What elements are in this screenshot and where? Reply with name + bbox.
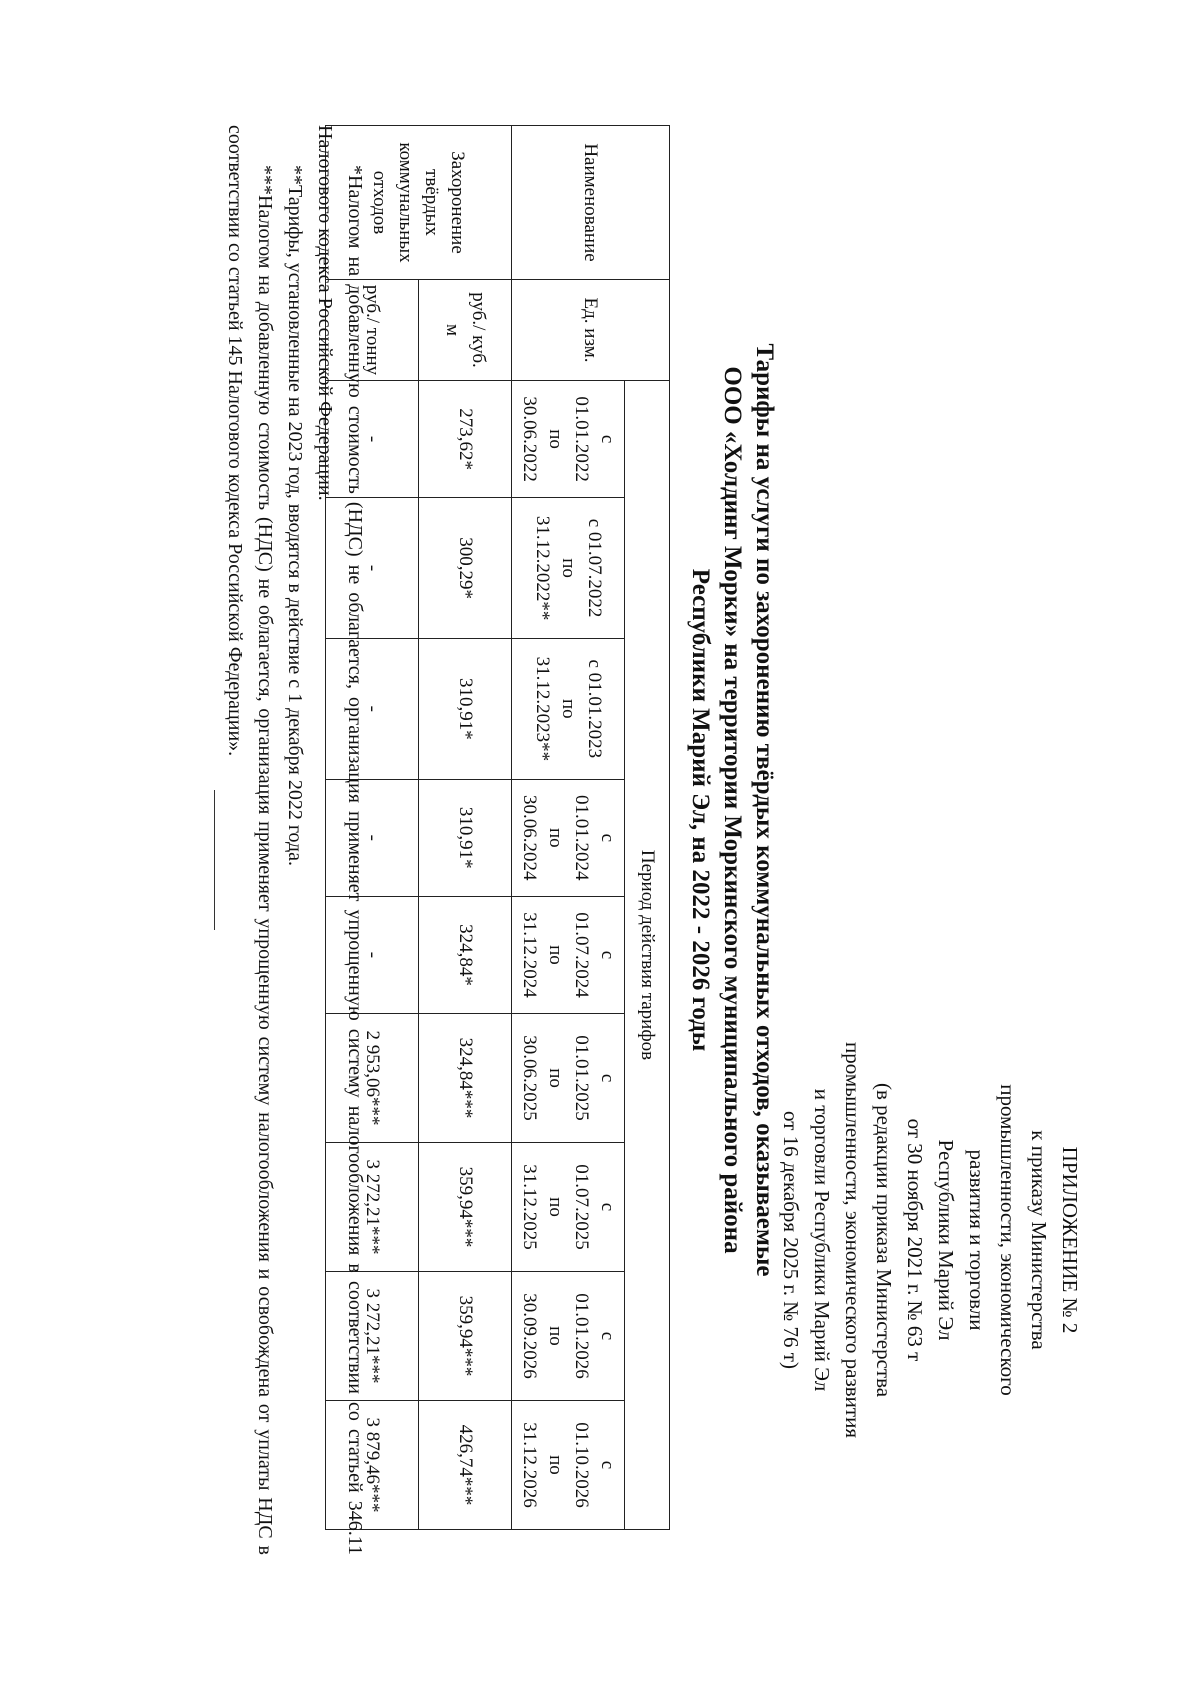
tariff-value-cell: 273,62* [419, 381, 512, 498]
service-name-cell: Захоронение твёрдых коммунальных отходов [326, 126, 512, 280]
tariff-value-cell: 324,84*** [419, 1014, 512, 1143]
period-line: с [597, 1202, 618, 1212]
tariff-value-cell: 324,84* [419, 896, 512, 1013]
appendix-line: и торговли Республики Марий Эл [810, 1088, 834, 1392]
header-name: Наименование [512, 126, 670, 280]
table-row [419, 126, 512, 1530]
period-line: с 01.07.2022 [584, 518, 605, 618]
period-line: 31.12.2024 [519, 912, 540, 998]
period-header-cell [512, 896, 625, 1013]
tariff-value-cell: - [326, 638, 419, 779]
appendix-line: к приказу Министерства [1027, 1130, 1051, 1350]
tariff-value-cell: - [326, 896, 419, 1013]
period-line: с [597, 833, 618, 842]
tariff-value-cell: 3 272,21*** [326, 1143, 419, 1272]
appendix-line: Республики Марий Эл [934, 1139, 958, 1341]
tariff-value-cell: - [326, 498, 419, 639]
period-header-cell [512, 1272, 625, 1401]
header-unit: Ед. изм. [512, 280, 670, 381]
period-header-cell [512, 1400, 625, 1529]
tariff-value-cell: 359,94*** [419, 1272, 512, 1401]
tariff-value-cell: 3 879,46*** [326, 1400, 419, 1529]
period-line: 01.07.2025 [571, 1164, 592, 1250]
tariff-value-cell: 426,74*** [419, 1400, 512, 1529]
period-line: 30.06.2022 [519, 396, 540, 482]
period-line: с [597, 434, 618, 444]
period-line: с [597, 1073, 618, 1083]
period-line: по [545, 1326, 566, 1346]
appendix-line: (в редакции приказа Министерства [872, 1082, 896, 1398]
period-line: с 01.01.2023 [584, 659, 605, 759]
tariff-value-cell: 300,29* [419, 498, 512, 639]
tariff-value-cell: 310,91* [419, 638, 512, 779]
period-line: 30.06.2025 [519, 1035, 540, 1121]
closing-rule [214, 790, 215, 930]
period-line: по [545, 429, 566, 449]
document-title [684, 150, 780, 1470]
period-header-cell [512, 1014, 625, 1143]
period-line: 01.07.2024 [571, 912, 592, 998]
period-header-cell [512, 1143, 625, 1272]
unit-cell: руб./ куб. м [419, 280, 512, 381]
tariff-value-cell: 2 953,06*** [326, 1014, 419, 1143]
tariff-value-cell: 310,91* [419, 779, 512, 896]
tariff-value-cell: - [326, 381, 419, 498]
unit-cell: руб./ тонну [326, 280, 419, 381]
period-line: с [597, 1331, 618, 1341]
appendix-line: промышленности, экономического [996, 1084, 1020, 1396]
period-line: с [597, 950, 618, 960]
period-header-cell [512, 779, 625, 896]
document-page [0, 30, 1200, 1670]
tariff-table [325, 125, 670, 1530]
period-line: по [545, 1197, 566, 1217]
period-line: 31.12.2022** [532, 515, 553, 621]
tariff-value-cell: - [326, 779, 419, 896]
period-line: с [597, 1460, 618, 1470]
appendix-header [775, 960, 1085, 1520]
period-line: по [558, 698, 579, 719]
period-line: 30.09.2026 [519, 1293, 540, 1379]
period-line: 30.06.2024 [519, 795, 540, 881]
title-line: Республики Марий Эл, на 2022 - 2026 годы [687, 568, 714, 1052]
footnote: *Налогом на добавленную стоимость (НДС) не облагается, организация применяет упрощенную систему налогообложения в соответствии со статьей 346.11 Налогового кодекса Российской Федерации. [314, 125, 366, 1555]
period-line: 01.10.2026 [571, 1422, 592, 1508]
period-header-cell [512, 638, 625, 779]
appendix-line: развития и торговли [965, 1149, 989, 1331]
period-header-cell [512, 498, 625, 639]
period-line: по [545, 827, 566, 848]
period-line: 31.12.2023** [532, 656, 553, 762]
appendix-line: промышленности, экономического развития [841, 1041, 865, 1438]
footnote: ***Налогом на добавленную стоимость (НДС) не облагается, организация применяет упрощенную систему налогообложения и освобождена от уплаты НДС в соответствии со статьей 145 Налогового кодекса Российской Федерации». [224, 125, 276, 1555]
period-line: 01.01.2026 [571, 1293, 592, 1379]
period-line: 31.12.2026 [519, 1422, 540, 1508]
period-header-cell [512, 381, 625, 498]
title-line: ООО «Холдинг Морки» на территории Моркинского муниципального района [719, 366, 746, 1254]
tariff-value-cell: 3 272,21*** [326, 1272, 419, 1401]
period-line: 31.12.2025 [519, 1164, 540, 1250]
title-line: Тарифы на услуги по захоронению твёрдых коммунальных отходов, оказываемые [751, 343, 778, 1277]
appendix-line: ПРИЛОЖЕНИЕ № 2 [1058, 1146, 1082, 1334]
appendix-line: от 30 ноября 2021 г. № 63 т [903, 1118, 927, 1362]
period-line: по [545, 1455, 566, 1475]
period-line: 01.01.2024 [571, 795, 592, 881]
period-line: 01.01.2025 [571, 1035, 592, 1121]
period-line: по [558, 558, 579, 578]
tariff-value-cell: 359,94*** [419, 1143, 512, 1272]
appendix-line: от 16 декабря 2025 г. № 76 т) [779, 1111, 803, 1369]
period-line: 01.01.2022 [571, 396, 592, 482]
period-line: по [545, 1068, 566, 1088]
footnotes [220, 125, 370, 1555]
footnote: **Тарифы, установленные на 2023 год, вводятся в действие с 1 декабря 2022 года. [284, 165, 306, 867]
period-line: по [545, 945, 566, 965]
header-period: Период действия тарифов [625, 381, 670, 1530]
